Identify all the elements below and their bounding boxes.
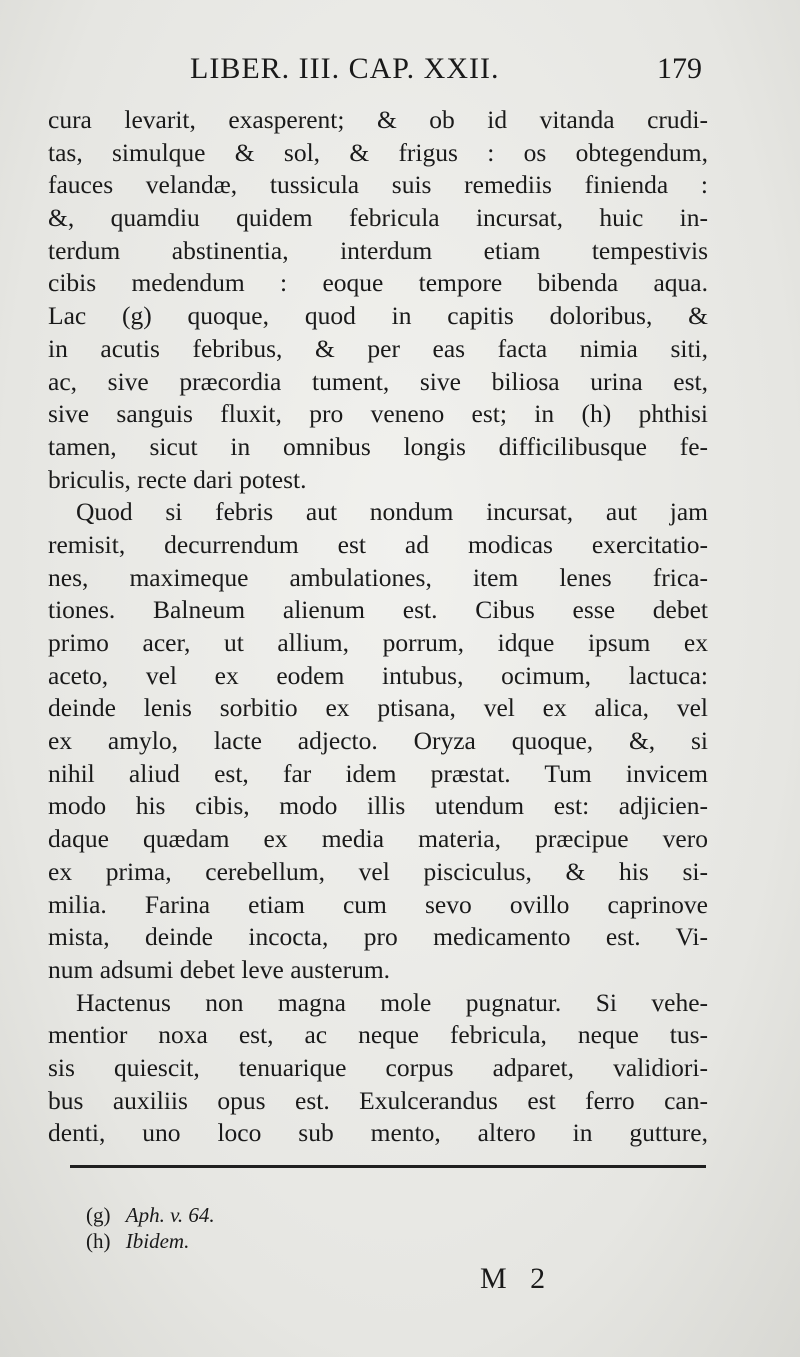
footnote-rule	[70, 1165, 706, 1168]
text-line: tiones. Balneum alienum est. Cibus esse debet	[48, 595, 708, 625]
text-line: cibis medendum : eoque tempore bibenda aqua.	[48, 268, 708, 298]
text-line: fauces velandæ, tussicula suis remediis finienda :	[48, 170, 708, 200]
text-line: ac, sive præcordia tument, sive biliosa urina est,	[48, 366, 708, 396]
running-head: LIBER. III. CAP. XXII.	[190, 52, 500, 85]
text-line: tas, simulque & sol, & frigus : os obtegendum,	[48, 137, 708, 167]
page-number: 179	[657, 52, 702, 85]
footnote-text: Aph. v. 64.	[125, 1203, 215, 1227]
text-line: sis quiescit, tenuarique corpus adparet, validiori-	[48, 1052, 708, 1082]
text-line: terdum abstinentia, interdum etiam tempestivis	[48, 235, 708, 265]
text-line: Lac (g) quoque, quod in capitis doloribus, &	[48, 301, 708, 331]
footnote-text: Ibidem.	[125, 1229, 190, 1253]
body-text	[48, 104, 708, 1150]
text-line: mista, deinde incocta, pro medicamento est. Vi-	[48, 922, 708, 952]
text-line: ex amylo, lacte adjecto. Oryza quoque, &, si	[48, 726, 708, 756]
text-line: modo his cibis, modo illis utendum est: adjicien-	[48, 791, 708, 821]
text-line: sive sanguis fluxit, pro veneno est; in (h) phthisi	[48, 399, 708, 429]
footnote-ref: (h)	[86, 1229, 111, 1253]
text-line: cura levarit, exasperent; & ob id vitanda crudi-	[48, 105, 708, 134]
text-line: Hactenus non magna mole pugnatur. Si vehe-	[76, 987, 708, 1017]
page-header	[0, 52, 800, 92]
footnotes	[86, 1202, 486, 1254]
text-line: &, quamdiu quidem febricula incursat, huic in-	[48, 203, 708, 233]
text-line: ex prima, cerebellum, vel pisciculus, & his si-	[48, 856, 708, 886]
text-line: nes, maximeque ambulationes, item lenes frica-	[48, 562, 708, 592]
text-line: denti, uno loco sub mento, altero in gutture,	[48, 1118, 708, 1148]
text-line: deinde lenis sorbitio ex ptisana, vel ex alica, vel	[48, 693, 708, 723]
text-line: milia. Farina etiam cum sevo ovillo caprinove	[48, 889, 708, 919]
text-line: nihil aliud est, far idem præstat. Tum invicem	[48, 758, 708, 788]
text-line: tamen, sicut in omnibus longis difficilibusque fe-	[48, 431, 708, 461]
footnote-ref: (g)	[86, 1203, 111, 1227]
footnote-h	[86, 1228, 486, 1254]
signature-mark: M 2	[480, 1262, 554, 1295]
text-line: aceto, vel ex eodem intubus, ocimum, lactuca:	[48, 660, 708, 690]
text-line: daque quædam ex media materia, præcipue vero	[48, 824, 708, 854]
text-line: num adsumi debet leve austerum.	[48, 954, 391, 984]
text-line: remisit, decurrendum est ad modicas exercitatio-	[48, 529, 708, 559]
text-line: briculis, recte dari potest.	[48, 464, 307, 494]
text-line: bus auxiliis opus est. Exulcerandus est ferro can-	[48, 1085, 708, 1115]
text-line: in acutis febribus, & per eas facta nimia siti,	[48, 333, 708, 363]
text-line: primo acer, ut allium, porrum, idque ipsum ex	[48, 628, 708, 657]
text-line: mentior noxa est, ac neque febricula, neque tus-	[48, 1020, 708, 1050]
text-line: Quod si febris aut nondum incursat, aut jam	[76, 497, 708, 527]
footnote-g	[86, 1202, 486, 1228]
